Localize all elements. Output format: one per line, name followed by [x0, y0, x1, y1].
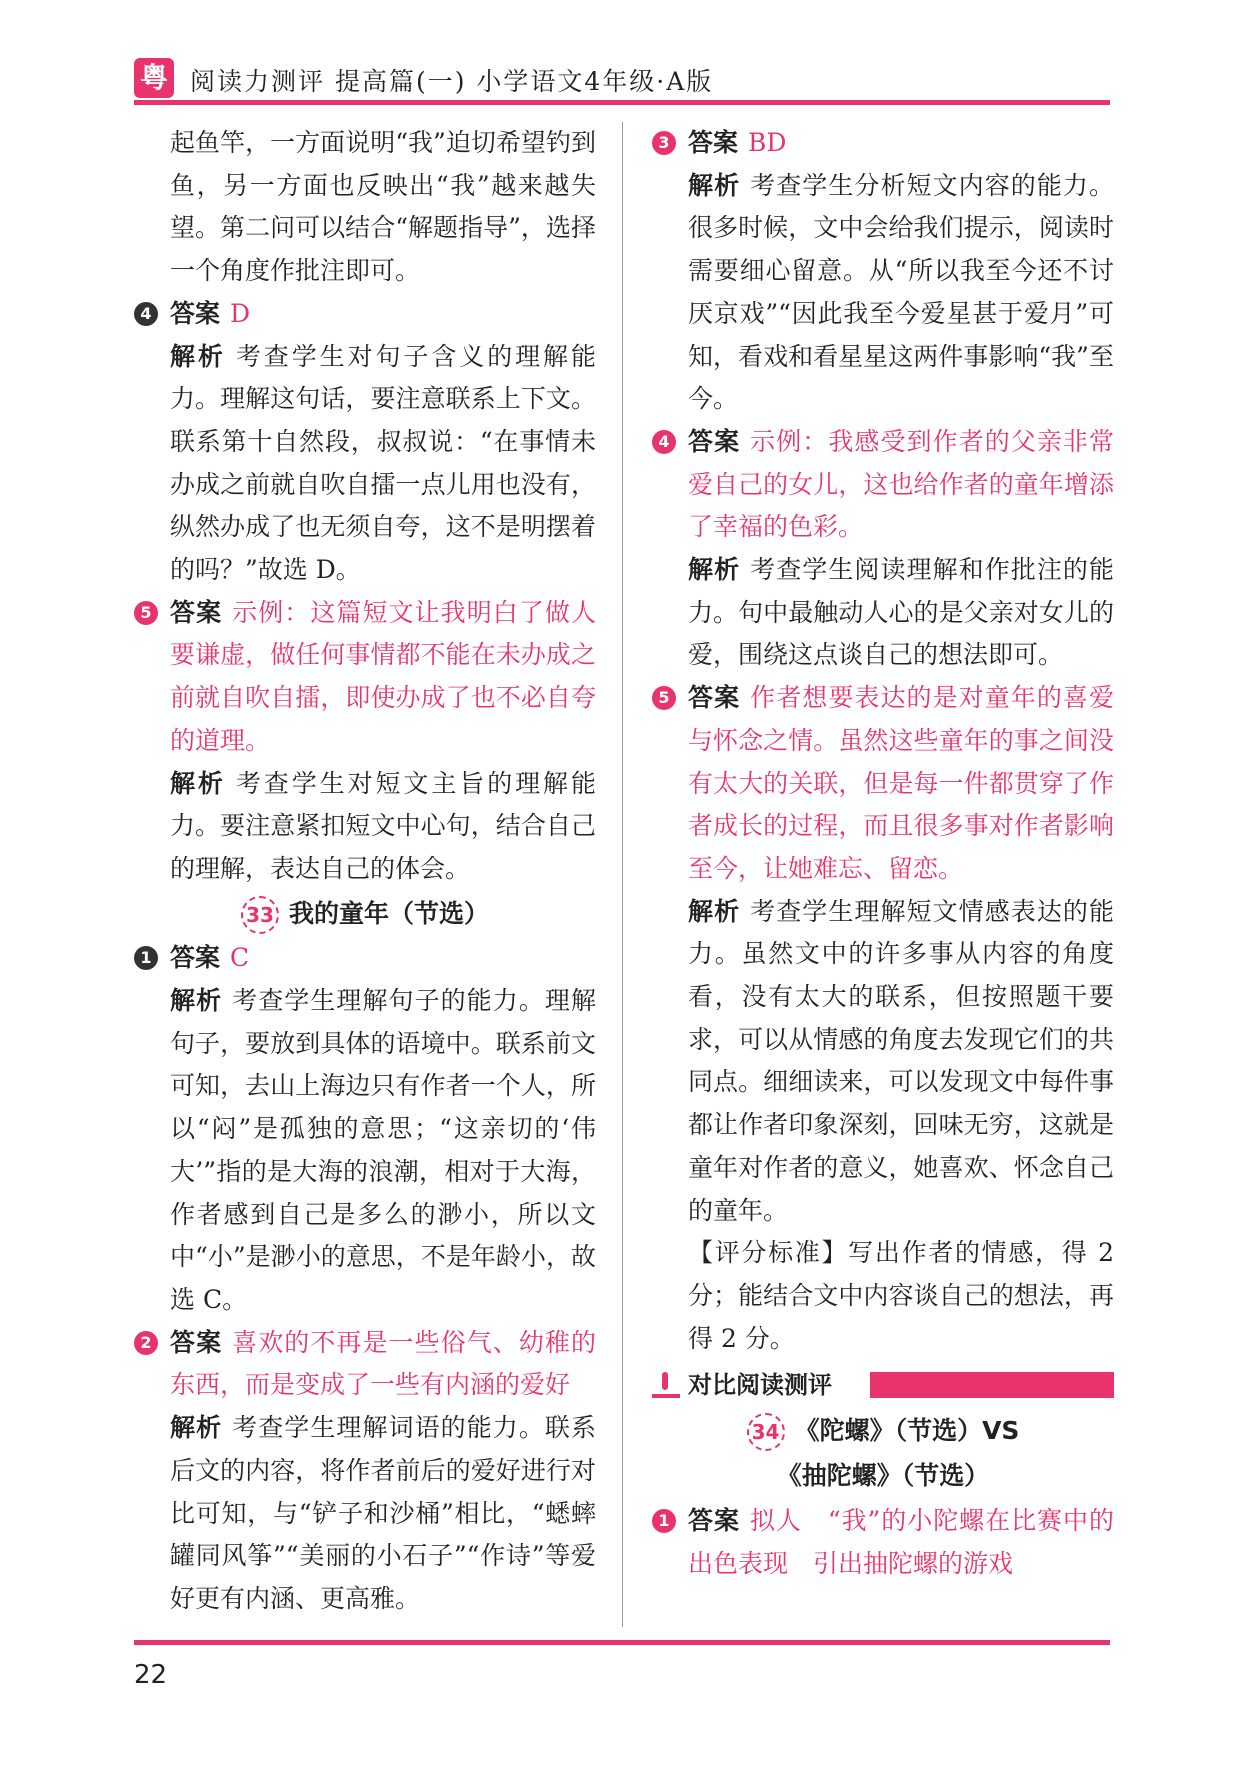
column-divider: [622, 122, 623, 1627]
answer-item-4: [134, 293, 596, 592]
question-number: 4: [134, 302, 158, 326]
question-number: 1: [134, 946, 158, 970]
answer-text: 拟人 “我”的小陀螺在比赛中的出色表现 引出抽陀螺的游戏: [688, 1505, 1114, 1578]
answer-item-5: [134, 592, 596, 891]
answer-item-3: [652, 122, 1114, 421]
lesson-number: 33: [241, 896, 279, 934]
scoring-criteria: 【评分标准】写出作者的情感，得 2 分；能结合文中内容谈自己的想法，再得 2 分。: [688, 1238, 1114, 1353]
question-number: 3: [652, 131, 676, 155]
answer-text: 示例：我感受到作者的父亲非常爱自己的女儿，这也给作者的童年增添了幸福的色彩。: [688, 426, 1114, 542]
lesson-title-line1: 《陀螺》（节选）VS: [794, 1416, 1020, 1446]
analysis-text: 考查学生理解句子的能力。理解句子，要放到具体的语境中。联系前文可知，去山上海边只有作者一个人，所以“闷”是孤独的意思；“这亲切的‘伟大’”指的是大海的浪潮，相对于大海，作者感到自己是多么的渺小，所以文中“小”是渺小的意思，不是年龄小，故选 C。: [170, 986, 596, 1314]
answer-item-2: [134, 1322, 596, 1621]
question-number: 5: [134, 601, 158, 625]
answer-text: 喜欢的不再是一些俗气、幼稚的东西，而是变成了一些有内涵的爱好: [170, 1327, 596, 1400]
question-number: 4: [652, 430, 676, 454]
answer-item-4: [652, 421, 1114, 677]
question-number: 1: [652, 1509, 676, 1533]
page-header: [134, 52, 1110, 100]
analysis-label: 解析: [688, 555, 741, 585]
right-column: [652, 122, 1114, 1585]
pencil-icon: [652, 1372, 680, 1398]
answer-text: BD: [748, 128, 787, 157]
lesson-title-line2: 《抽陀螺》（节选）: [776, 1461, 990, 1491]
logo: 粤: [134, 58, 174, 98]
analysis-text: 考查学生分析短文内容的能力。很多时候，文中会给我们提示，阅读时需要细心留意。从“所以我至今还不讨厌京戏”“因此我至今爱星甚于爱月”可知，看戏和看星星这两件事影响“我”至今。: [688, 170, 1114, 414]
analysis-label: 解析: [170, 986, 223, 1016]
section-title: 对比阅读测评: [688, 1371, 832, 1400]
analysis-label: 解析: [170, 1413, 223, 1443]
left-column: [134, 122, 596, 1621]
answer-item-1: [134, 937, 596, 1321]
answer-label: 答案: [170, 1327, 223, 1357]
answer-text: 示例：这篇短文让我明白了做人要谦虚，做任何事情都不能在未办成之前就自吹自擂，即使办成了也不必自夸的道理。: [170, 597, 596, 755]
lesson-heading: [652, 1410, 1114, 1453]
analysis-text: 考查学生阅读理解和作批注的能力。句中最触动人心的是父亲对女儿的爱，围绕这点谈自己的想法即可。: [688, 555, 1114, 670]
question-number: 2: [134, 1331, 158, 1355]
answer-label: 答案: [170, 298, 221, 328]
analysis-label: 解析: [688, 170, 741, 200]
answer-label: 答案: [170, 943, 221, 973]
answer-label: 答案: [688, 128, 739, 157]
analysis-label: 解析: [688, 896, 741, 926]
answer-label: 答案: [170, 597, 223, 627]
question-number: 5: [652, 686, 676, 710]
answer-text: C: [230, 943, 250, 973]
answer-item-1: [652, 1500, 1114, 1585]
answer-text: 作者想要表达的是对童年的喜爱与怀念之情。虽然这些童年的事之间没有太大的关联，但是每一件都贯穿了作者成长的过程，而且很多事对作者影响至今，让她难忘、留恋。: [688, 683, 1114, 883]
analysis-label: 解析: [170, 768, 226, 798]
section-bar: [870, 1372, 1114, 1398]
answer-item-5: [652, 677, 1114, 1360]
analysis-text: 考查学生理解词语的能力。联系后文的内容，将作者前后的爱好进行对比可知，与“铲子和沙桶”相比，“蟋蟀罐同风筝”“美丽的小石子”“作诗”等爱好更有内涵、更高雅。: [170, 1413, 596, 1613]
footer-rule: [134, 1640, 1110, 1645]
answer-label: 答案: [688, 683, 741, 713]
lesson-number: 34: [747, 1413, 785, 1451]
answer-label: 答案: [688, 1505, 740, 1535]
analysis-text: 考查学生理解短文情感表达的能力。虽然文中的许多事从内容的角度看，没有太大的联系，但按照题干要求，可以从情感的角度去发现它们的共同点。细细读来，可以发现文中每件事都让作者印象深刻，回味无穷，这就是童年对作者的意义，她喜欢、怀念自己的童年。: [688, 896, 1114, 1225]
page-number: 22: [134, 1660, 168, 1690]
answer-label: 答案: [688, 426, 741, 456]
paragraph: 起鱼竿，一方面说明“我”迫切希望钓到鱼，另一方面也反映出“我”越来越失望。第二问可以结合“解题指导”，选择一个角度作批注即可。: [170, 128, 596, 286]
answer-text: D: [230, 298, 251, 328]
header-title: 阅读力测评 提高篇(一) 小学语文4年级·A版: [190, 67, 714, 96]
section-band: [652, 1364, 1114, 1408]
header-rule: [134, 100, 1110, 105]
analysis-text: 考查学生对句子含义的理解能力。理解这句话，要注意联系上下文。联系第十自然段，叔叔说：“在事情未办成之前就自吹自擂一点儿用也没有，纵然办成了也无须自夸，这不是明摆着的吗？”故选 D。: [170, 341, 596, 585]
analysis-text: 考查学生对短文主旨的理解能力。要注意紧扣短文中心句，结合自己的理解，表达自己的体会。: [170, 768, 596, 883]
lesson-title: 我的童年（节选）: [288, 898, 489, 928]
analysis-label: 解析: [170, 341, 226, 371]
lesson-heading: [134, 893, 596, 936]
